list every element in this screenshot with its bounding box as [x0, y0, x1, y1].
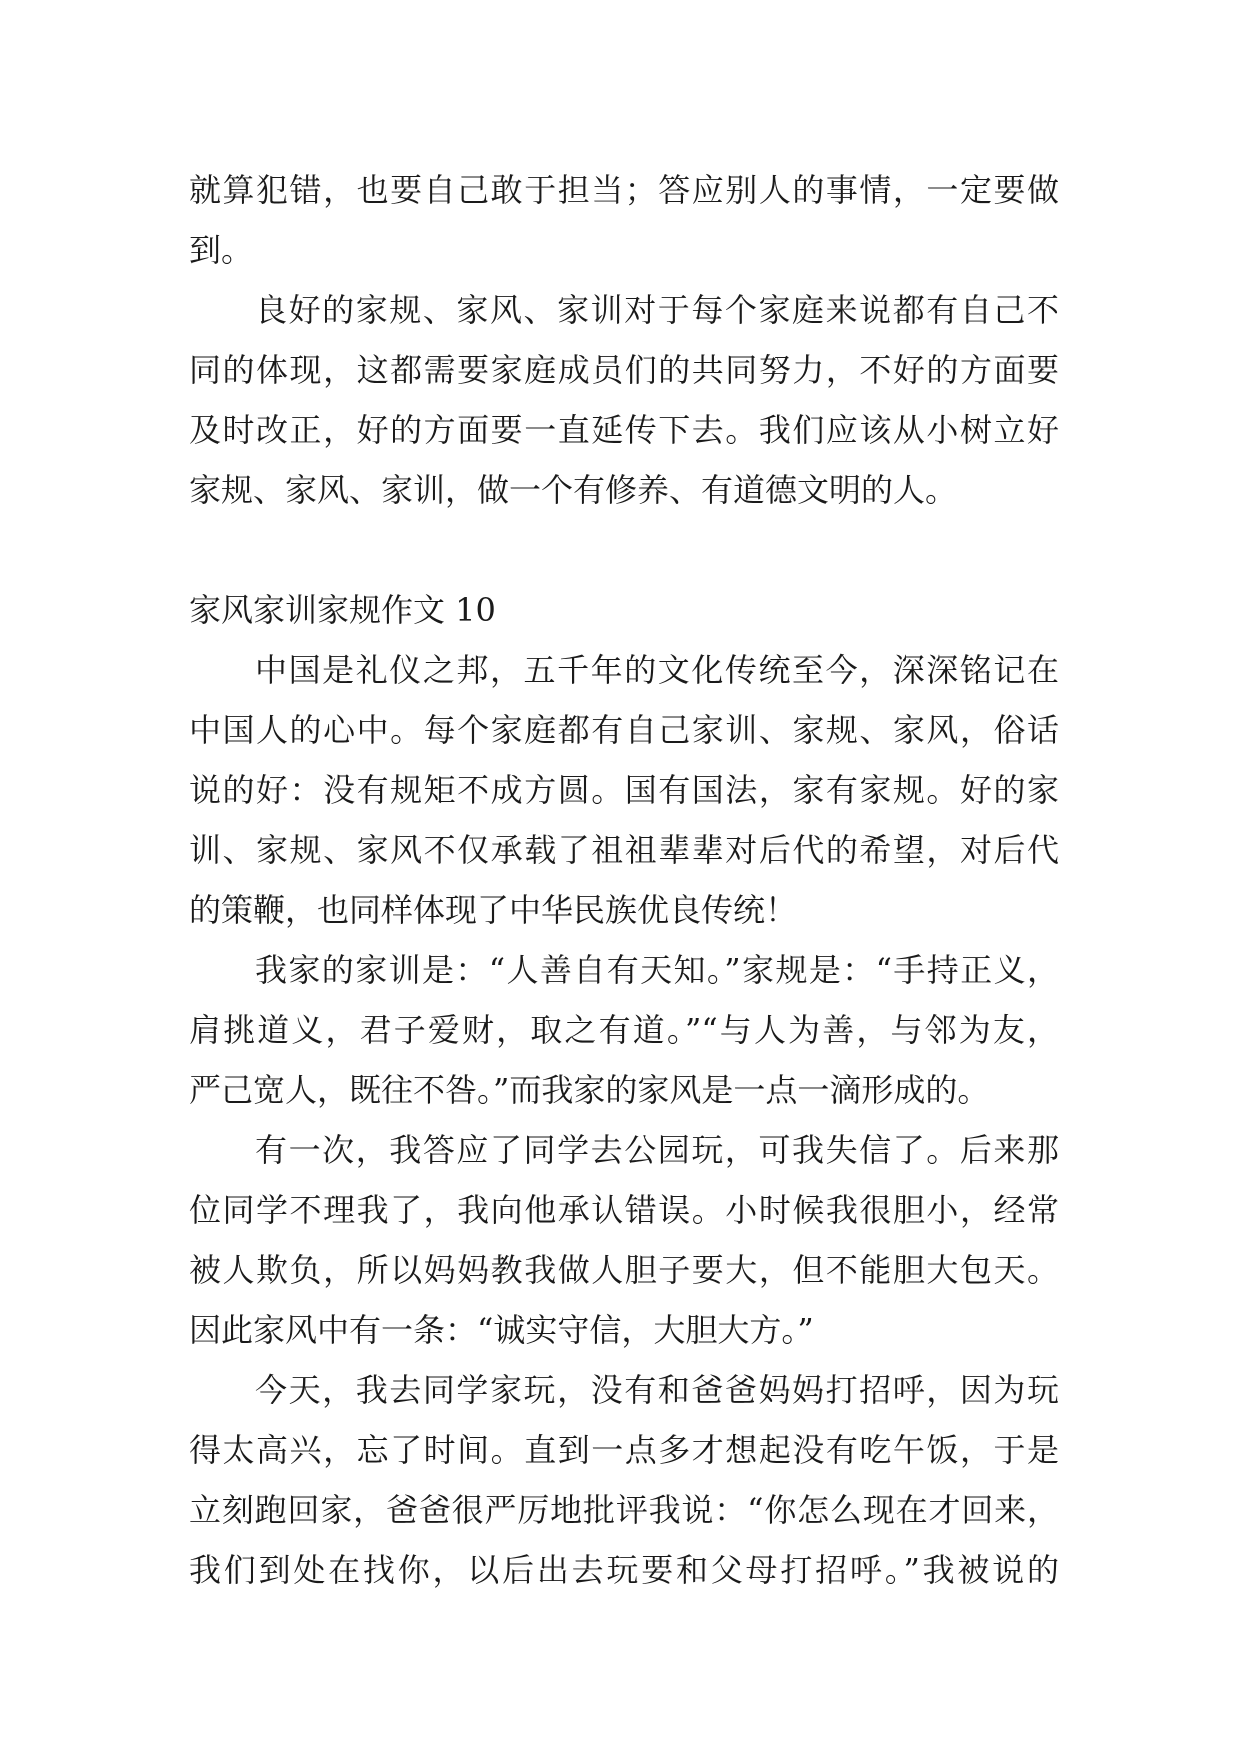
paragraph-a — [189, 160, 1059, 280]
text-line: 中国是礼仪之邦，五千年的文化传统至今，深深铭记在 — [255, 651, 1059, 689]
text-line: 说的好：没有规矩不成方圆。国有国法，家有家规。好的家 — [189, 771, 1059, 809]
paragraph-b — [189, 280, 1059, 520]
text-line: 肩挑道义，君子爱财，取之有道。”“与人为善，与邻为友， — [189, 1011, 1059, 1049]
text-line: 中国人的心中。每个家庭都有自己家训、家规、家风，俗话 — [189, 711, 1059, 749]
text-line: 到。 — [189, 231, 254, 269]
text-line: 因此家风中有一条：“诚实守信，大胆大方。” — [189, 1311, 814, 1349]
text-line: 良好的家规、家风、家训对于每个家庭来说都有自己不 — [255, 291, 1059, 329]
text-line: 及时改正，好的方面要一直延传下去。我们应该从小树立好 — [189, 411, 1059, 449]
text-line: 被人欺负，所以妈妈教我做人胆子要大，但不能胆大包天。 — [189, 1251, 1059, 1289]
document-page — [189, 160, 1059, 1600]
text-line: 我们到处在找你，以后出去玩要和父母打招呼。”我被说的 — [189, 1551, 1059, 1589]
text-line: 严己宽人，既往不咎。”而我家的家风是一点一滴形成的。 — [189, 1071, 990, 1109]
paragraph-f — [189, 1360, 1059, 1600]
text-line: 今天，我去同学家玩，没有和爸爸妈妈打招呼，因为玩 — [255, 1371, 1059, 1409]
text-line: 家规、家风、家训，做一个有修养、有道德文明的人。 — [189, 471, 958, 509]
text-line: 训、家规、家风不仅承载了祖祖辈辈对后代的希望，对后代 — [189, 831, 1059, 869]
text-line: 有一次，我答应了同学去公园玩，可我失信了。后来那 — [255, 1131, 1059, 1169]
text-line: 的策鞭，也同样体现了中华民族优良传统！ — [189, 891, 798, 929]
section-title: 家风家训家规作文 10 — [189, 591, 496, 629]
text-line: 立刻跑回家，爸爸很严厉地批评我说：“你怎么现在才回来， — [189, 1491, 1059, 1529]
text-line: 位同学不理我了，我向他承认错误。小时候我很胆小，经常 — [189, 1191, 1059, 1229]
paragraph-c — [189, 640, 1059, 940]
text-line: 就算犯错，也要自己敢于担当；答应别人的事情，一定要做 — [189, 171, 1059, 209]
text-line: 同的体现，这都需要家庭成员们的共同努力，不好的方面要 — [189, 351, 1059, 389]
text-line: 得太高兴，忘了时间。直到一点多才想起没有吃午饭，于是 — [189, 1431, 1059, 1469]
paragraph-e — [189, 1120, 1059, 1360]
paragraph-d — [189, 940, 1059, 1120]
text-line: 我家的家训是：“人善自有天知。”家规是：“手持正义， — [255, 951, 1059, 989]
blank-line — [189, 520, 1059, 580]
